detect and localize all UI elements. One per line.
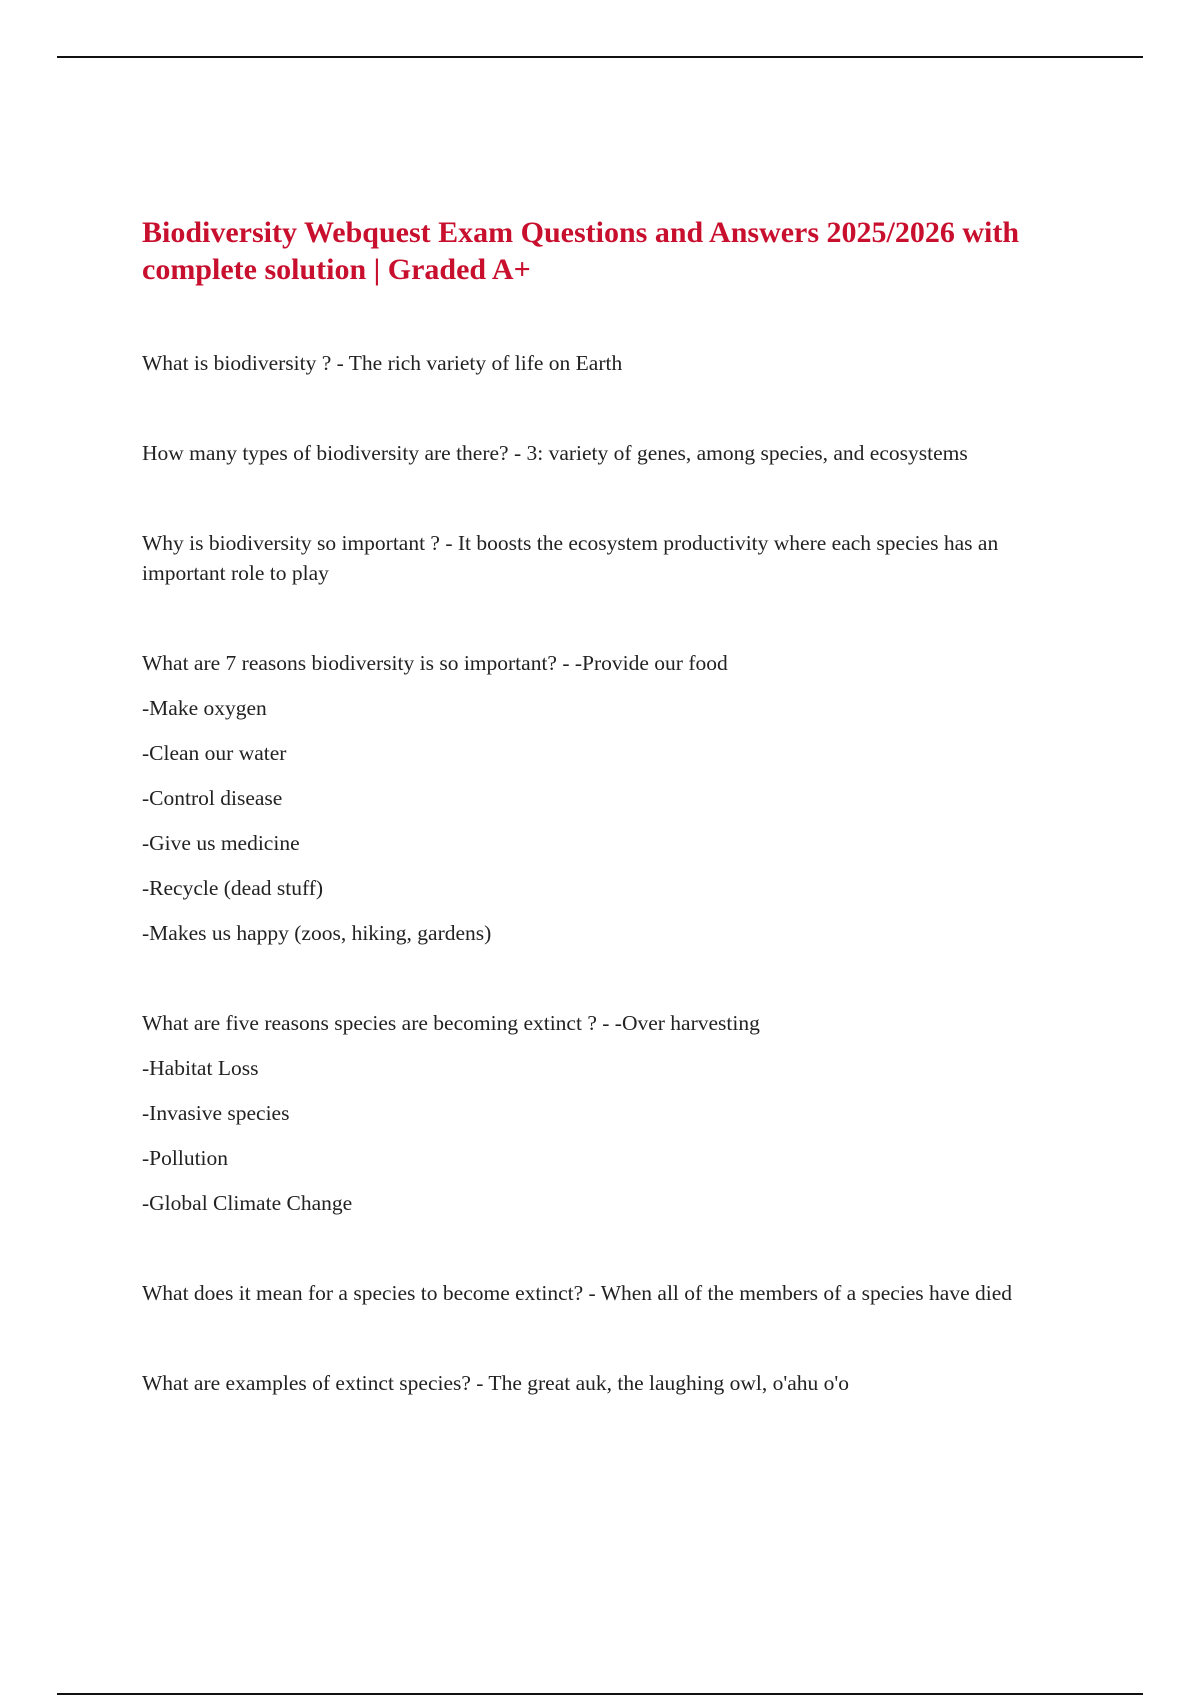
qa-item [142, 528, 1062, 588]
qa-item [142, 438, 1062, 468]
qa-text: What are five reasons species are becoming extinct ? - -Over harvesting [142, 1011, 760, 1035]
qa-item [142, 648, 1062, 948]
qa-text: What are 7 reasons biodiversity is so important? - -Provide our food [142, 651, 728, 675]
document-body [142, 214, 1062, 1458]
list-item: -Make oxygen [142, 696, 267, 720]
list-item: -Makes us happy (zoos, hiking, gardens) [142, 921, 492, 945]
qa-text: Why is biodiversity so important ? - It boosts the ecosystem productivity where each species has an important role to play [142, 531, 999, 585]
list-item: -Control disease [142, 786, 283, 810]
document-title: Biodiversity Webquest Exam Questions and Answers 2025/2026 with complete solution | Graded A+ [142, 216, 1020, 286]
qa-item [142, 1368, 1062, 1398]
list-item: -Give us medicine [142, 831, 300, 855]
list-item: -Global Climate Change [142, 1191, 353, 1215]
list-item: -Invasive species [142, 1101, 290, 1125]
qa-text: What are examples of extinct species? - The great auk, the laughing owl, o'ahu o'o [142, 1371, 850, 1395]
qa-text: What is biodiversity ? - The rich variety of life on Earth [142, 351, 623, 375]
qa-text: What does it mean for a species to become extinct? - When all of the members of a species have died [142, 1281, 1013, 1305]
list-item: -Habitat Loss [142, 1056, 259, 1080]
qa-item [142, 348, 1062, 378]
header-rule [57, 56, 1143, 58]
list-item: -Pollution [142, 1146, 229, 1170]
qa-item [142, 1008, 1062, 1218]
list-item: -Clean our water [142, 741, 287, 765]
list-item: -Recycle (dead stuff) [142, 876, 324, 900]
qa-text: How many types of biodiversity are there? - 3: variety of genes, among species, and ecosystems [142, 441, 968, 465]
qa-item [142, 1278, 1062, 1308]
footer-rule [57, 1693, 1143, 1695]
